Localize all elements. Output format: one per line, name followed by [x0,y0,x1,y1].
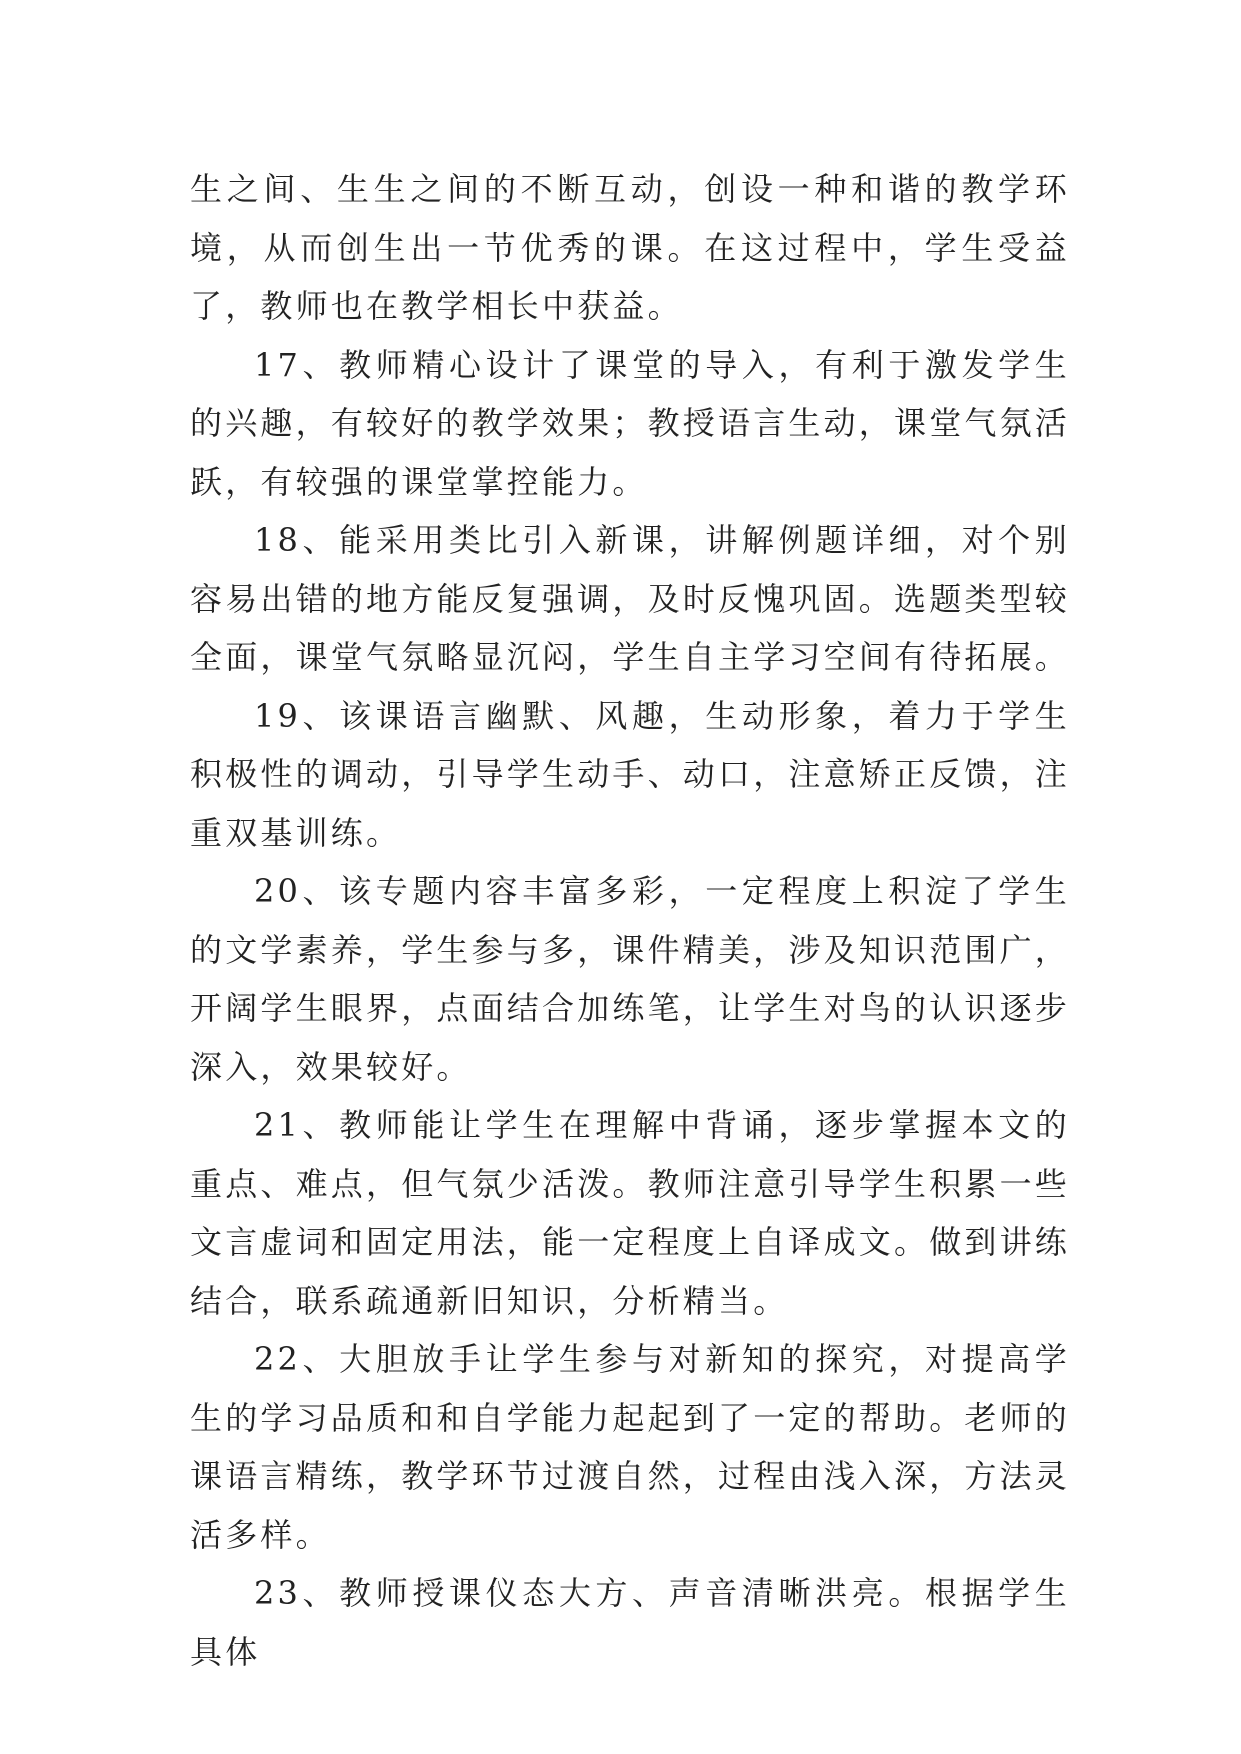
paragraph-18: 18、能采用类比引入新课，讲解例题详细，对个别容易出错的地方能反复强调，及时反愧巩固。选题类型较全面，课堂气氛略显沉闷，学生自主学习空间有待拓展。 [190,521,1071,676]
body-text [190,160,1070,1681]
paragraph-23: 23、教师授课仪态大方、声音清晰洪亮。根据学生具体 [190,1574,1070,1671]
paragraph-21: 21、教师能让学生在理解中背诵，逐步掌握本文的重点、难点，但气氛少活泼。教师注意引导学生积累一些文言虚词和固定用法，能一定程度上自译成文。做到讲练结合，联系疏通新旧知识，分析精当。 [190,1106,1071,1320]
paragraph-continuation: 生之间、生生之间的不断互动，创设一种和谐的教学环境，从而创生出一节优秀的课。在这过程中，学生受益了，教师也在教学相长中获益。 [190,170,1070,325]
paragraph-17: 17、教师精心设计了课堂的导入，有利于激发学生的兴趣，有较好的教学效果；教授语言生动，课堂气氛活跃，有较强的课堂掌控能力。 [190,345,1071,501]
paragraph-19: 19、该课语言幽默、风趣，生动形象，着力于学生积极性的调动，引导学生动手、动口，注意矫正反馈，注重双基训练。 [190,696,1071,852]
paragraph-20: 20、该专题内容丰富多彩，一定程度上积淀了学生的文学素养，学生参与多，课件精美，涉及知识范围广，开阔学生眼界，点面结合加练笔，让学生对鸟的认识逐步深入，效果较好。 [190,872,1071,1086]
paragraph-22: 22、大胆放手让学生参与对新知的探究，对提高学生的学习品质和和自学能力起起到了一定的帮助。老师的课语言精练，教学环节过渡自然，过程由浅入深，方法灵活多样。 [190,1340,1071,1554]
